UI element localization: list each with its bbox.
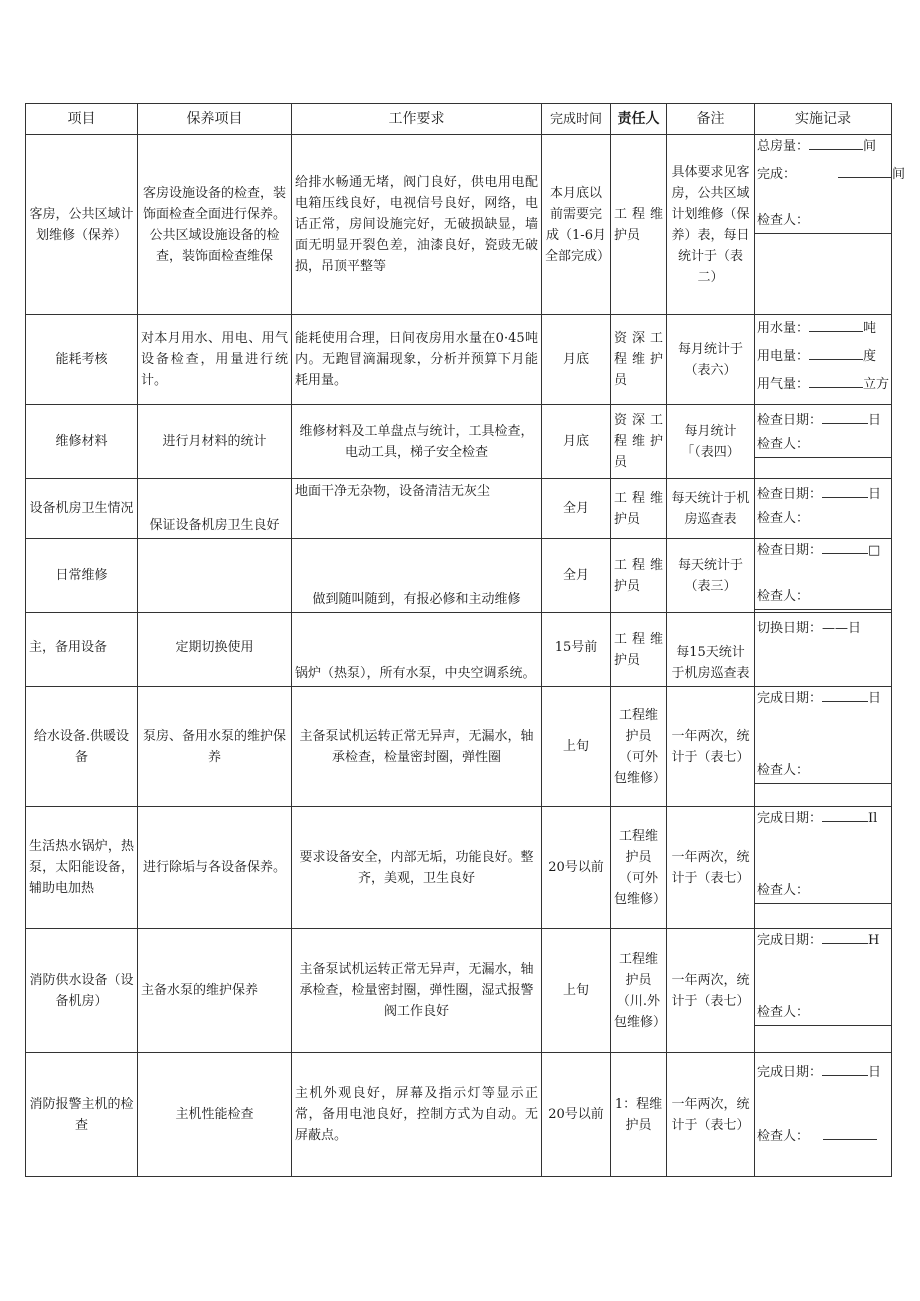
header-maintenance-item: 保养项目 xyxy=(138,104,292,135)
header-record: 实施记录 xyxy=(755,104,892,135)
header-note: 备注 xyxy=(667,104,755,135)
item-cell: 日常维修 xyxy=(26,539,138,613)
record-label: 用电量： xyxy=(757,349,810,364)
person-cell: 资深工程维护员 xyxy=(611,405,667,479)
requirement-cell: 主备泵试机运转正常无异声，无漏水，轴承检查，检量密封圈，弹性圈，湿式报警阀工作良好 xyxy=(292,929,542,1053)
requirement-cell: 主备泵试机运转正常无异声，无漏水，轴承检查，检量密封圈，弹性圈 xyxy=(292,687,542,807)
item-cell: 消防供水设备（设备机房） xyxy=(26,929,138,1053)
record-unit: 间 xyxy=(892,167,906,182)
record-label: 检查人： xyxy=(757,213,810,228)
requirement-cell: 要求设备安全，内部无垢，功能良好。整齐，美观，卫生良好 xyxy=(292,807,542,929)
note-cell: 每天统计于（表三） xyxy=(667,539,755,613)
requirement-cell: 维修材料及工单盘点与统计，工具检查，电动工具，梯子安全检查 xyxy=(292,405,542,479)
content-cell: 保证设备机房卫生良好 xyxy=(138,479,292,539)
person-cell: 工程维护员（川.外包维修） xyxy=(611,929,667,1053)
record-label: 完成日期： xyxy=(757,933,823,948)
record-blank[interactable] xyxy=(809,374,863,388)
header-responsible: 责任人 xyxy=(611,104,667,135)
record-cell xyxy=(755,687,892,807)
table-row xyxy=(26,479,892,539)
content-cell: 客房设施设备的检查，装饰面检查全面进行保养。公共区域设施设备的检查，装饰面检查维保 xyxy=(138,135,292,315)
note-cell: 每15天统计于机房巡查表 xyxy=(667,613,755,687)
record-label: 切换日期：——日 xyxy=(757,621,862,636)
requirement-cell: 锅炉（热泵），所有水泵，中央空调系统。 xyxy=(292,613,542,687)
person-cell: 工程维护员（可外包维修） xyxy=(611,807,667,929)
note-cell: 每月统计「（表四） xyxy=(667,405,755,479)
table-row xyxy=(26,807,892,929)
note-cell: 一年两次，统计于（表七） xyxy=(667,1053,755,1177)
record-cell xyxy=(755,405,892,479)
content-cell: 进行月材料的统计 xyxy=(138,405,292,479)
record-unit: H xyxy=(868,933,880,948)
content-cell: 定期切换使用 xyxy=(138,613,292,687)
person-cell: 工程维护员 xyxy=(611,613,667,687)
content-cell: 泵房、备用水泵的维护保养 xyxy=(138,687,292,807)
record-label: 检查人： xyxy=(757,437,810,452)
table-row xyxy=(26,687,892,807)
table-row xyxy=(26,315,892,405)
note-cell: 一年两次，统计于（表七） xyxy=(667,929,755,1053)
table-row xyxy=(26,929,892,1053)
item-cell: 主，备用设备 xyxy=(26,613,138,687)
record-unit: 立方 xyxy=(863,377,890,392)
record-unit: 日 xyxy=(868,413,882,428)
time-cell: 月底 xyxy=(542,405,611,479)
requirement-cell: 能耗使用合理，日间夜房用水量在0·45吨内。无跑冒滴漏现象，分析并预算下月能耗用量。 xyxy=(292,315,542,405)
record-cell xyxy=(755,613,892,687)
record-label: 完成日期： xyxy=(757,1065,823,1080)
note-cell: 每天统计于机房巡查表 xyxy=(667,479,755,539)
record-blank[interactable] xyxy=(809,136,863,150)
record-label: 完成日期： xyxy=(757,691,823,706)
person-cell: 1：程维护员 xyxy=(611,1053,667,1177)
time-cell: 本月底以前需要完成（1-6月全部完成） xyxy=(542,135,611,315)
record-cell xyxy=(755,807,892,929)
record-blank[interactable] xyxy=(822,808,868,822)
record-unit: 度 xyxy=(863,349,877,364)
record-cell xyxy=(755,479,892,539)
requirement-cell: 给排水畅通无堵，阀门良好，供电用电配电箱压线良好，电视信号良好，网络，电话正常，房间设施完好，无破损缺显，墙面无明显开裂色差，油漆良好，瓷豉无破损，吊顶平整等 xyxy=(292,135,542,315)
item-cell: 客房，公共区域计划维修（保养） xyxy=(26,135,138,315)
time-cell: 20号以前 xyxy=(542,1053,611,1177)
person-cell: 工程维护员 xyxy=(611,539,667,613)
record-unit: 日 xyxy=(868,691,882,706)
time-cell: 15号前 xyxy=(542,613,611,687)
note-cell: 一年两次，统计于（表七） xyxy=(667,687,755,807)
record-label: 完成： xyxy=(757,167,797,182)
person-cell: 工程维护员 xyxy=(611,479,667,539)
record-label: 检查日期： xyxy=(757,487,823,502)
record-blank[interactable] xyxy=(822,1062,868,1076)
record-unit: 吨 xyxy=(863,321,877,336)
record-label: 检查日期： xyxy=(757,543,823,558)
table-row xyxy=(26,405,892,479)
record-label: 总房量： xyxy=(757,139,810,154)
item-cell: 能耗考核 xyxy=(26,315,138,405)
record-label: 检查人： xyxy=(757,1005,810,1020)
record-blank[interactable] xyxy=(822,540,868,554)
item-cell: 给水设备.供暖设备 xyxy=(26,687,138,807)
record-cell xyxy=(755,135,906,315)
requirement-cell: 做到随叫随到，有报必修和主动维修 xyxy=(292,539,542,613)
record-blank[interactable] xyxy=(809,318,863,332)
requirement-cell: 主机外观良好，屏幕及指示灯等显示正常，备用电池良好，控制方式为自动。无屏蔽点。 xyxy=(292,1053,542,1177)
content-cell: 主备水泵的维护保养 xyxy=(138,929,292,1053)
table-row xyxy=(26,1053,892,1177)
time-cell: 月底 xyxy=(542,315,611,405)
content-cell xyxy=(138,539,292,613)
record-label: 检查日期： xyxy=(757,413,823,428)
record-label: 完成日期： xyxy=(757,811,823,826)
item-cell: 设备机房卫生情况 xyxy=(26,479,138,539)
record-unit: 日 xyxy=(868,1065,882,1080)
person-cell: 资深工程维护员 xyxy=(611,315,667,405)
content-cell: 对本月用水、用电、用气设备检查，用量进行统计。 xyxy=(138,315,292,405)
content-cell: 进行除垢与各设备保养。 xyxy=(138,807,292,929)
person-cell: 工程维护员（可外包维修） xyxy=(611,687,667,807)
item-cell: 消防报警主机的检查 xyxy=(26,1053,138,1177)
record-label: 检查人： xyxy=(757,883,810,898)
record-blank[interactable] xyxy=(809,346,863,360)
record-label: 检查人： xyxy=(757,1129,810,1144)
time-cell: 20号以前 xyxy=(542,807,611,929)
record-unit: □ xyxy=(868,543,881,558)
record-cell xyxy=(755,1053,892,1177)
record-blank[interactable] xyxy=(838,164,892,178)
table-row xyxy=(26,613,892,687)
record-unit: Il xyxy=(868,811,878,826)
record-label: 用气量： xyxy=(757,377,810,392)
note-cell: 一年两次，统计于（表七） xyxy=(667,807,755,929)
item-cell: 生活热水锅炉，热泵，太阳能设备，辅助电加热 xyxy=(26,807,138,929)
table-row xyxy=(26,135,892,315)
record-label: 用水量： xyxy=(757,321,810,336)
header-completion-time: 完成时间 xyxy=(542,104,611,135)
record-label: 检查人： xyxy=(757,589,810,604)
record-unit: 间 xyxy=(863,139,877,154)
maintenance-table xyxy=(25,103,906,1177)
record-blank[interactable] xyxy=(822,688,868,702)
time-cell: 上旬 xyxy=(542,687,611,807)
record-unit: 日 xyxy=(868,487,882,502)
header-item: 项目 xyxy=(26,104,138,135)
record-blank[interactable] xyxy=(822,484,868,498)
content-cell: 主机性能检查 xyxy=(138,1053,292,1177)
table-row xyxy=(26,539,892,613)
note-cell: 每月统计于（表六） xyxy=(667,315,755,405)
record-blank[interactable] xyxy=(822,410,868,424)
item-cell: 维修材料 xyxy=(26,405,138,479)
time-cell: 全月 xyxy=(542,479,611,539)
record-label: 检查人： xyxy=(757,511,810,526)
person-cell: 工程维护员 xyxy=(611,135,667,315)
record-label: 检查人： xyxy=(757,763,810,778)
time-cell: 全月 xyxy=(542,539,611,613)
record-cell xyxy=(755,315,892,405)
record-blank[interactable] xyxy=(822,930,868,944)
record-blank[interactable] xyxy=(823,1126,877,1140)
record-cell xyxy=(755,539,892,613)
note-cell: 具体要求见客房，公共区域计划维修（保养）表，每日统计于（表二） xyxy=(667,135,755,315)
requirement-cell: 地面干净无杂物，设备清洁无灰尘 xyxy=(292,479,542,539)
table-header-row xyxy=(26,104,892,135)
record-cell xyxy=(755,929,892,1053)
header-requirement: 工作要求 xyxy=(292,104,542,135)
time-cell: 上旬 xyxy=(542,929,611,1053)
